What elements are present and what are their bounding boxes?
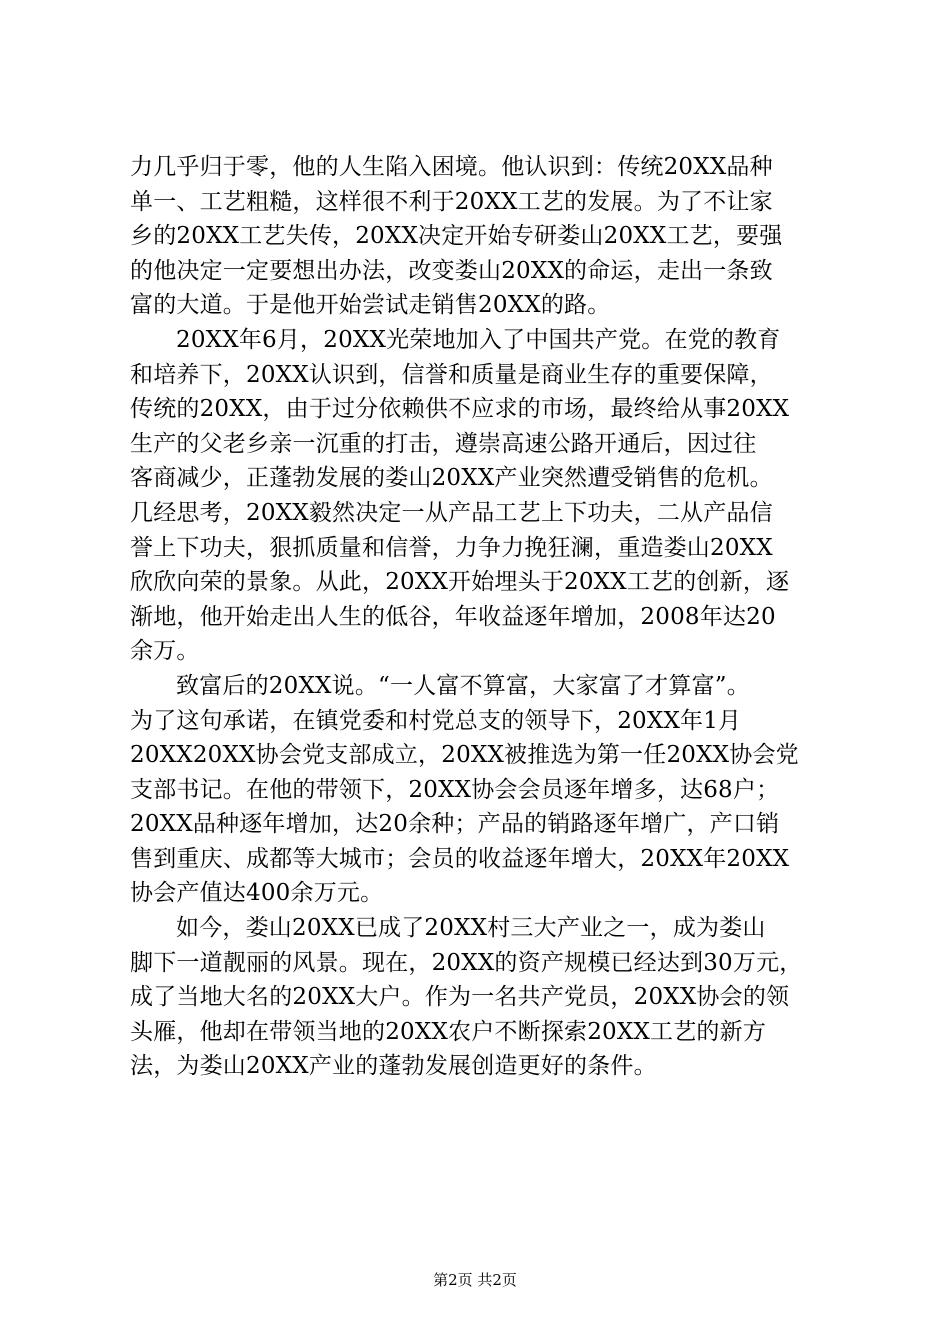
text-line: 20XX20XX协会党支部成立，20XX被推选为第一任20XX协会党 bbox=[130, 742, 799, 769]
text-line: 传统的20XX，由于过分依赖供不应求的市场，最终给从事20XX bbox=[130, 396, 790, 423]
text-line: 协会产值达400余万元。 bbox=[130, 880, 384, 907]
text-line: 的他决定一定要想出办法，改变娄山20XX的命运，走出一条致 bbox=[130, 257, 773, 284]
paragraph-first-line: 20XX年6月，20XX光荣地加入了中国共产党。在党的教育 bbox=[176, 326, 781, 353]
text-line: 几经思考，20XX毅然决定一从产品工艺上下功夫，二从产品信 bbox=[130, 499, 773, 526]
text-line: 单一、工艺粗糙，这样很不利于20XX工艺的发展。为了不让家 bbox=[130, 188, 773, 215]
page-number-footer: 第2页 共2页 bbox=[433, 1271, 517, 1289]
text-line: 为了这句承诺，在镇党委和村党总支的领导下，20XX年1月 bbox=[130, 707, 742, 734]
paragraph-first-line: 致富后的20XX说。“一人富不算富，大家富了才算富”。 bbox=[176, 672, 750, 699]
text-line: 脚下一道靓丽的风景。现在，20XX的资产规模已经达到30万元， bbox=[130, 949, 803, 976]
text-line: 头雁，他却在带领当地的20XX农户不断探索20XX工艺的新方 bbox=[130, 1018, 767, 1045]
document-body bbox=[130, 150, 830, 1084]
text-line: 余万。 bbox=[130, 638, 200, 665]
text-line: 和培养下，20XX认识到，信誉和质量是商业生存的重要保障， bbox=[130, 361, 773, 388]
text-line: 法，为娄山20XX产业的蓬勃发展创造更好的条件。 bbox=[130, 1053, 657, 1080]
text-line: 渐地，他开始走出人生的低谷，年收益逐年增加，2008年达20 bbox=[130, 603, 776, 630]
text-line: 客商减少，正蓬勃发展的娄山20XX产业突然遭受销售的危机。 bbox=[130, 465, 773, 492]
text-line: 欣欣向荣的景象。从此，20XX开始埋头于20XX工艺的创新，逐 bbox=[130, 569, 790, 596]
paragraph-first-line: 如今，娄山20XX已成了20XX村三大产业之一，成为娄山 bbox=[176, 915, 766, 942]
text-line: 生产的父老乡亲一沉重的打击，遵崇高速公路开通后，因过往 bbox=[130, 430, 757, 457]
text-line: 成了当地大名的20XX大户。作为一名共产党员，20XX协会的领 bbox=[130, 984, 790, 1011]
text-line: 20XX品种逐年增加，达20余种；产品的销路逐年增广，产口销 bbox=[130, 811, 780, 838]
text-line: 乡的20XX工艺失传，20XX决定开始专研娄山20XX工艺，要强 bbox=[130, 223, 783, 250]
text-line: 力几乎归于零，他的人生陷入困境。他认识到：传统20XX品种 bbox=[130, 154, 773, 180]
text-line: 支部书记。在他的带领下，20XX协会会员逐年增多，达68户； bbox=[130, 776, 780, 803]
text-line: 富的大道。于是他开始尝试走销售20XX的路。 bbox=[130, 292, 611, 319]
text-line: 誉上下功夫，狠抓质量和信誉，力争力挽狂澜，重造娄山20XX bbox=[130, 534, 773, 561]
text-line: 售到重庆、成都等大城市；会员的收益逐年增大，20XX年20XX bbox=[130, 845, 790, 872]
